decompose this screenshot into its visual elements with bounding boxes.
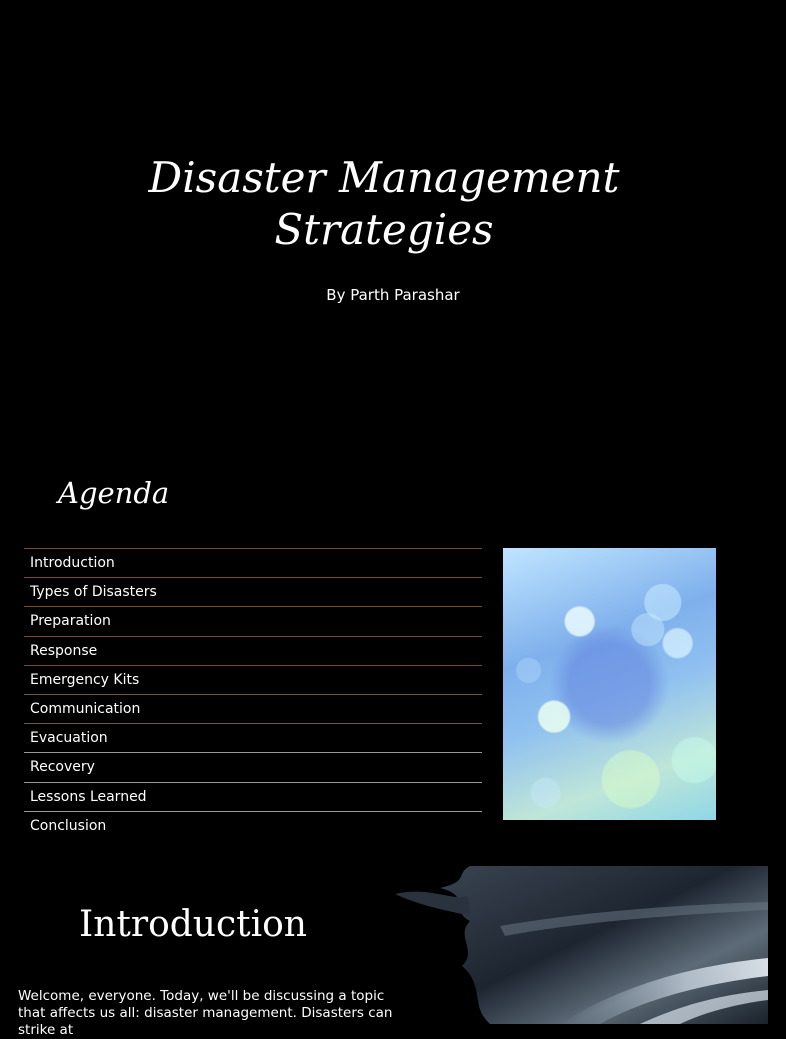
agenda-item: Communication xyxy=(24,694,482,723)
introduction-slide xyxy=(0,866,768,1038)
bokeh-image xyxy=(503,548,716,820)
agenda-list xyxy=(24,548,482,840)
agenda-item: Introduction xyxy=(24,548,482,577)
agenda-heading: Agenda xyxy=(58,476,170,510)
introduction-heading: Introduction xyxy=(79,904,307,945)
agenda-item: Lessons Learned xyxy=(24,782,482,811)
agenda-item: Types of Disasters xyxy=(24,577,482,606)
agenda-item: Preparation xyxy=(24,606,482,635)
introduction-body: Welcome, everyone. Today, we'll be discussing a topic that affects us all: disaster management. Disasters can strike at xyxy=(18,988,393,1038)
agenda-item: Conclusion xyxy=(24,811,482,840)
title-slide xyxy=(0,0,768,440)
title-line-1: Disaster Management xyxy=(148,153,620,202)
agenda-item: Evacuation xyxy=(24,723,482,752)
agenda-item: Recovery xyxy=(24,752,482,781)
author-subtitle: By Parth Parashar xyxy=(326,286,460,304)
presentation-title xyxy=(0,152,768,256)
agenda-item: Response xyxy=(24,636,482,665)
title-line-2: Strategies xyxy=(274,205,494,254)
agenda-item: Emergency Kits xyxy=(24,665,482,694)
